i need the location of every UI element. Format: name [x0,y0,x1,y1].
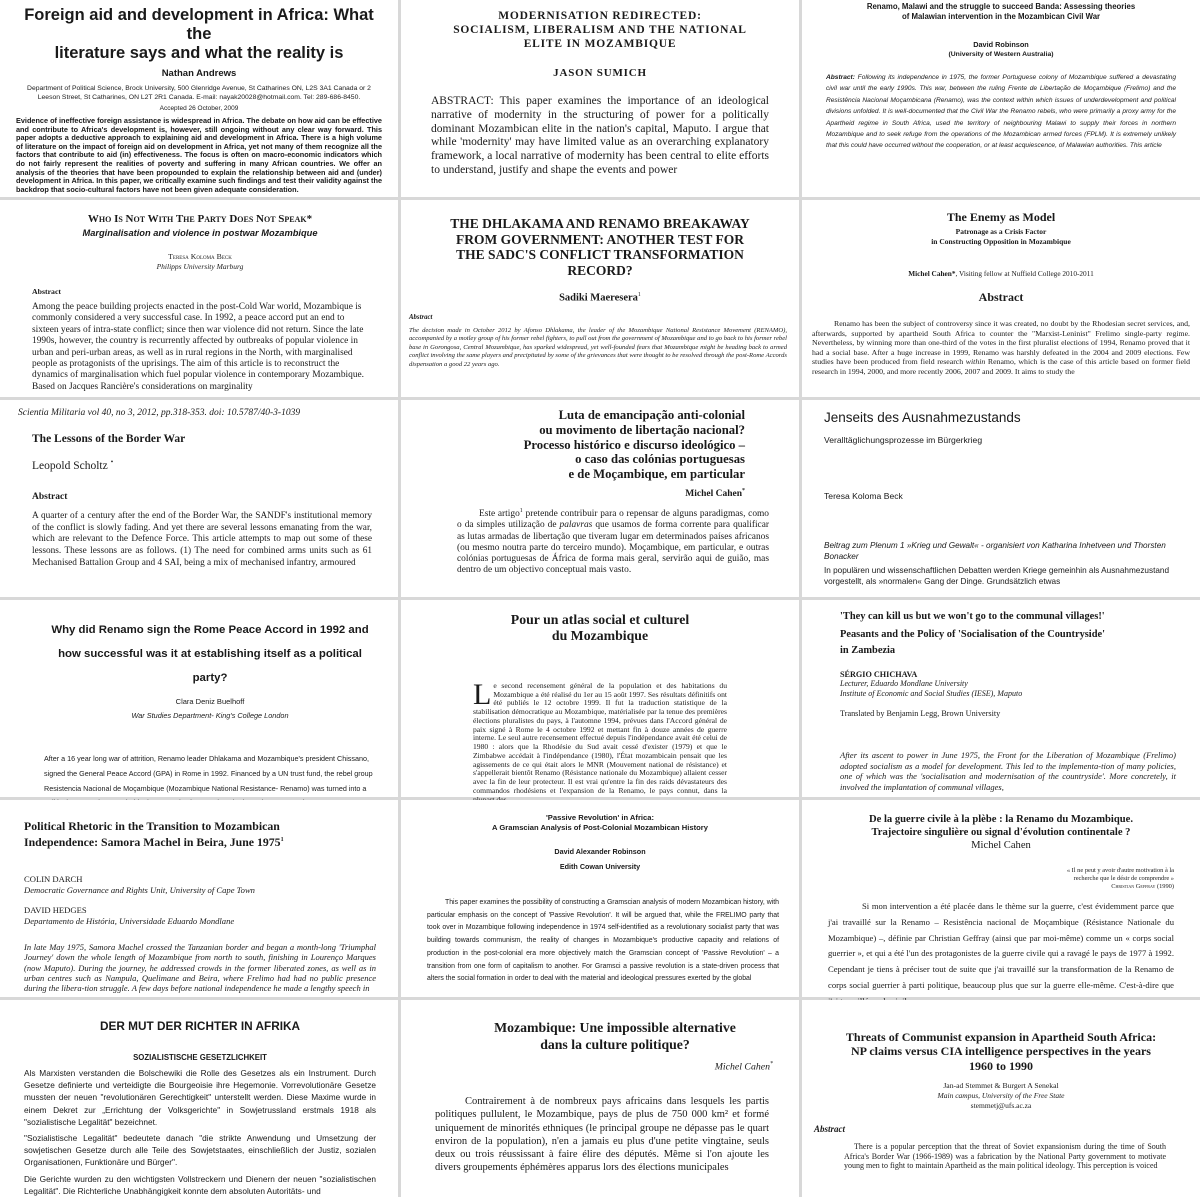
paper-tile-dhlakama-renamo[interactable] [401,200,799,397]
paper-title [431,9,769,51]
paper-author [457,1061,773,1072]
paper-title: DER MUT DER RICHTER IN AFRIKA [99,1019,301,1033]
paper-subtitle-line: Peasants and the Policy of 'Socialisation of the Countryside' [840,629,1105,640]
paper-tile-modernisation-redirected[interactable] [401,0,799,197]
paper-translator: Translated by Benjamin Legg, Brown University [840,709,1001,719]
body-text: Este artigo [479,509,520,520]
paper-note: Beitrag zum Plenum 1 »Krieg und Gewalt« - organisiert von Katharina Inhetveen und Thorsten Bonacker [824,541,1166,561]
paper-abstract [826,72,1176,152]
paper-epigraph [828,867,1174,891]
paper-title [828,813,1174,839]
paper-title-line: Why did Renamo sign the Rome Peace Accord in 1992 and [51,624,369,636]
paper-title [836,1030,1166,1073]
paper-body: Contrairement à de nombreux pays africains dans lesquels les partis politiques pullulent, le Mozambique, pays de plus de 750 000 km² et formé uniquement de minorités ethniques (le principal groupe ne dépasse pas le quart environ de la population), n'en a jamais eu plus d'une petite vingtaine, seuls deux ou trois réussissant à faire élire des députés. Même si l'on ajoute les divers groupements éphémères apparus lors des élections municipales [435,1096,769,1174]
paper-tile-political-rhetoric[interactable] [0,800,398,997]
author-name: Sadiki Maeresera [559,292,638,304]
paper-title-line: NP claims versus CIA intelligence perspectives in the years [851,1044,1151,1059]
paper-title-line: De la guerre civile à la plèbe : la Renamo du Mozambique. [868,814,1134,825]
paper-title-line: 'Passive Revolution' in Africa: [546,813,654,822]
paper-title [46,618,374,690]
paper-tile-jenseits[interactable] [802,400,1200,597]
paper-subtitle-line: in Zambezia [840,644,896,656]
paper-abstract: After its ascent to power in June 1975, the Front for the Liberation of Mozambique (Frelimo) adopted socialism as a model for development. This led to the implementa-tion of many policies, one of which was the 'socialisation and modernisation of the countryside'. More concretely, it involved the implantation of communal villages, [840,750,1176,792]
paper-title-line: du Mozambique [551,628,649,644]
paper-tile-renamo-malawi[interactable] [802,0,1200,197]
paper-title-line: A Gramscian Analysis of Post-Colonial Mozambican History [492,823,708,832]
author-name: Leopold Scholtz [32,459,108,472]
body-text: pretende contribuir para o repensar de alguns paradigmas, como o da simples utilização de [457,509,769,531]
paper-title [16,6,382,63]
abstract-label: Abstract [32,491,68,502]
paper-tile-atlas-social[interactable] [401,600,799,797]
paper-author: Nathan Andrews [161,68,237,79]
paper-title [431,408,769,482]
paper-author [433,292,767,304]
paper-title-line: e de Moçambique, em particular [568,467,745,482]
paper-affiliation-line: Institute of Economic and Social Studies (IESE), Maputo [840,689,1023,699]
paper-title: The Enemy as Model [946,210,1056,224]
paper-tile-lessons-border-war[interactable] [0,400,398,597]
paper-tile-mozambique-impossible-alternative[interactable] [401,1000,799,1197]
dropcap: L [473,677,492,711]
paper-author: Clara Deniz Buelhoff [175,697,245,706]
body-footnote-mark: 1 [519,508,523,515]
paper-abstract: Evidence of ineffective foreign assistance is widespread in Africa. The debate on how aid can be effective and contribute to Africa's development is, however, still ongoing without any clear way forward. This paper adopts a deductive approach to explaining aid and development in Africa. There is a high volume of literature on the impact of foreign aid on development in Africa, yet not many of them recognize all the factors that contribute to aid (in) effectiveness. The focus is often on macro-economic indicators which do not fairly represent the realities of poverty and suffering in many African countries. We offer an analysis of the theories that have been propounded to explain the relationship between aid and (under) development in Africa. In this paper, we critically examine such findings and test their validity against the backdrop that socio-cultural factors have not been given adequate consideration. [16,116,382,194]
paper-author: Teresa Koloma Beck [824,491,903,501]
paper-author: Michel Cahen [971,840,1031,851]
paper-title [433,216,767,278]
paper-body: This paper examines the possibility of constructing a Gramscian analysis of modern Mozambican history, with particular emphasis on the concept of 'Passive Revolution'. It will be argued that, while the FRELIMO party that took over in Mozambique following independence in 1974 self-identified as a revolutionary socialist party that was building towards communism, the reality of changes in Mozambique's productive capacity and relations of production in the post-colonial era more objectively match the Gramscian concept of 'Passive Revolution' – a transition from one form of capitalism to another. For Gramsci a passive revolution is a state-driven process that alters the social formation in order to deal with the material and ideological pressures exerted by the global [427,899,779,983]
abstract-text: Following its independence in 1975, the former Portuguese colony of Mozambique suffered a devastating civil war until the early 1990s. This war, between the ruling Frente de Libertação de Moçambique (Frelimo) and the Resistência Nacional Moçambicana (Renamo), was the context within which issues of underdevelopment and political divisions unfolded. It is well-documented that the Civil War the Renamo rebels, who were primarily a proxy army for the Apartheid regime in South Africa, used the territory of neighbouring Malawi to supply their forces in northern Mozambique and to seek refuge from the operations of the Mozambican armed forces (FPLM). It is extremely unlikely that this could have occurred without the cooperation, or at least acquiescence, of Malawian authorities. This article [826,74,1176,150]
paper-subtitle: Marginalisation and violence in postwar Mozambique [82,228,318,238]
paper-paragraph-1: Als Marxisten verstanden die Bolschewiki die Rolle des Gesetzes als ein Instrument. Durch Gesetze definierte und verteidigte die Bourgeoisie ihre Hegemonie. Vorrevolutionäre Gesetze mussten der neuen "revolutionären Gerechtigkeit" unterstellt werden. Diese Maxime wurde in einem Dekret zur „Errichtung der Volksgerichte" in Sowjetrussland erstmals 1918 als "sozialistische Legalität" bezeichnet. [24,1068,376,1127]
paper-author [834,269,1168,278]
paper-affiliation: Edith Cowan University [559,862,641,871]
paper-title-line: Threats of Communist expansion in Apartheid South Africa: [845,1030,1157,1044]
paper-author-1: COLIN DARCH [24,873,83,884]
paper-title-line: Luta de emancipação anti-colonial [558,408,745,422]
body-emphasis: palavras [559,520,593,531]
abstract-text: Renamo has been the subject of controversy since it was created, no doubt by the Rhodesian secret services, and, afterwards, supported by apartheid South Africa to counter the "Marxist-Leninist" Frelimo single-party regime. Nevertheless, by winning more than one-third of the votes in the first pluralist elections of 1994, Renamo proved that it had a social base. After a huge increase in 1999, Renamo was harshly defeated in the 2004 and 2009 elections. Few studies have been produced from field research [812,319,1190,367]
paper-tile-communal-villages[interactable] [802,600,1200,797]
paper-title-line: how successful was it at establishing itself as a political [58,648,362,660]
paper-title: Who Is Not With The Party Does Not Speak* [87,213,313,225]
paper-author: Teresa Koloma Beck [168,252,232,261]
author-name: Michel Cahen [685,489,742,500]
paper-email: stemmetj@ufs.ac.za [970,1101,1032,1111]
paper-tile-foreign-aid[interactable] [0,0,398,197]
paper-subtitle-line: Patronage as a Crisis Factor [955,227,1047,236]
abstract-label: Abstract: [826,74,855,81]
paper-title-line: RECORD? [567,262,633,278]
paper-title [457,1019,773,1053]
author-name: Michel Cahen [714,1061,770,1073]
paper-tile-passive-revolution[interactable] [401,800,799,997]
body-text: e second recensement général de la population et des habitations du Mozambique a été réalisé du 1er au 15 août 1997. Ses résultats définitifs ont été publiés le 12 octobre 1999. Il fut la traduction statistique de la stabilisation démocratique au Mozambique, matérialisée par la tenue des premières élections pluralistes du pays, à l'automne 1994, prévues dans l'Accord général de paix signé à Rome le 4 octobre 1992 et mettant fin à douze années de guerre interne. Le seul autre recensement effectué depuis l'indépendance avait été celui de 1980 : alors que la Rhodésie du Sud avait cessé d'exister (1979) et que le Zimbabwe accédait à l'indépendance (1980), l'État mozambicain pensait que les agissements de ce qui était alors le MNR (Mouvement national de résistance) et s'appellerait bientôt Renamo (Résistance nationale du Mozambique) allaient cesser avec la fin de leur protecteur. Il est vrai qu'entre la fin des raids dévastateurs des commandos rhodésiens et l'expansion de la Renamo, le pays connut, dans la [473,680,727,795]
paper-title-line: o caso das colónias portuguesas [575,452,745,467]
paper-affiliation-line: Lecturer, Eduardo Mondlane University [840,679,968,689]
paper-author: David Robinson [973,40,1029,49]
body-text: que usamos de forma corrente para qualificar as lutas armadas de libertação que tiveram lugar em determinados países africanos (ou mesmo noutra parte do terceiro mundo). Moçambique, em particular, e outras colónias portuguesas de África de forma mais geral, servirão aqui de guião, mas dentro de um objectivo conceptual mais vasto. [457,520,769,576]
paper-abstract: Among the peace building projects enacted in the post-Cold War world, Mozambique is commonly considered a very successful case. In 1992, a peace accord put an end to sixteen years of intra-state conflict; since then war violence did not return. Since the late 1990s, however, the country is recurrently affected by outbreaks of popular violence in urban and peri-urban areas, as well as in rural regions in the North, with marginalised people as protagonists of the uprisings. The aim of this article is to reconstruct the dynamics of marginalisation which fuel popular violence in contemporary Mozambique. Based on Jacques Rancière's considerations on marginality [32,302,365,392]
paper-abstract: There is a popular perception that the threat of Soviet expansionism during the time of South Africa's Border War (1966-1989) was a fabrication by the National Party government to motivate young men to fight to maintain Apartheid as the main political ideology. This perception is voiced [844,1142,1166,1171]
paper-title-line: Pour un atlas social et culturel [510,612,690,627]
paper-affiliation-1: Democratic Governance and Rights Unit, University of Cape Town [24,884,255,895]
epigraph-source: Christian Geffray (1990) [1111,883,1174,890]
paper-abstract: In late May 1975, Samora Machel crossed the Tanzanian border and began a month-long 'Triumphal Journey' down the whole length of Mozambique from north to south, finishing in Lourenço Marques (now Maputo). During the journey, he addressed crowds in the former liberated zones, as well as in urban centres such as Nampula, Quelimane and Beira, where Frelimo had had no public presence during the libera-tion struggle. A few days before national independence he made a lengthy speech in [24,941,376,994]
paper-tile-luta-de-emancipacao[interactable] [401,400,799,597]
paper-paragraph-2: "Sozialistische Legalität" bedeutete danach "die strikte Anwendung und Umsetzung der sowjetischen Gesetze durch alle Teile des Sowjetstaates, einschließlich der Justiz, sozialen Organisationen, Funktionäre und Bürger". [24,1133,376,1168]
author-note: , Visiting fellow at Nuffield College 2010-2011 [955,269,1094,278]
abstract-label: Abstract [409,313,433,321]
paper-abstract: ABSTRACT: This paper examines the importance of an ideological narrative of modernity in the structuring of power for a politically dominant Mozambican elite in the nation's capital, Maputo. I argue that while 'modernity' may have limited value as an overarching explanatory framework, a local narrative of modernity has been central to elite efforts to understand, justify and shape the events and power [431,95,769,176]
paper-title-line: Renamo, Malawi and the struggle to succeed Banda: Assessing theories [866,2,1136,11]
paper-title-line: Processo histórico e discurso ideológico – [523,437,745,452]
paper-tile-enemy-as-model[interactable] [802,200,1200,397]
paper-subtitle: Veralltäglichungsprozesse im Bürgerkrieg [824,435,983,445]
abstract-label: Abstract [814,1124,846,1135]
paper-affiliation-2: Departamento de História, Universidade Eduardo Mondlane [24,915,235,926]
paper-title-line: Trajectoire singulière ou signal d'évolution continentale ? [871,827,1131,838]
paper-title-line: THE SADC'S CONFLICT TRANSFORMATION [456,247,744,263]
paper-title [826,2,1176,22]
paper-tile-guerre-civile-plebe[interactable] [802,800,1200,997]
paper-author: JASON SUMICH [553,67,647,79]
paper-title-line: THE DHLAKAMA AND RENAMO BREAKAWAY [450,216,750,231]
paper-paragraph-3: Die Gerichte wurden zu den wichtigsten Vollstreckern und Dienern der neuen "sozialistischen Legalität". Die Richterliche Unabhängigkeit konnte dem absoluten Autoritäts- und [24,1173,376,1196]
title-footnote-mark: 1 [280,837,284,844]
paper-title-line: of Malawian intervention in the Mozambican Civil War [901,12,1101,21]
abstract-text: Renamo, which is the case of this article based on former field research in 1994, 2000, and more recently 2006, 2007 and 2009. It aims to study the [812,357,1190,376]
paper-title: Jenseits des Ausnahmezustands [824,410,1021,425]
paper-title-line: Mozambique: Une impossible alternative [494,1020,736,1035]
paper-author: David Alexander Robinson [554,847,646,856]
epigraph-line: « Il ne peut y avoir d'autre motivation à la [1066,867,1174,874]
paper-body: In populären und wissenschaftlichen Debatten werden Kriege gemeinhin als Ausnahmezustand vorgestellt, als »normalen« Gang der Dinge. Grundsätzlich etwas [824,566,1170,586]
paper-tile-rome-peace-accord[interactable] [0,600,398,797]
paper-title-line: Foreign aid and development in Africa: What the [24,6,374,43]
paper-title-line: FROM GOVERNMENT: ANOTHER TEST FOR [455,231,745,247]
paper-title: 'They can kill us but we won't go to the communal villages!' [840,611,1105,622]
paper-subtitle [840,627,1176,658]
paper-title-line: ELITE IN MOZAMBIQUE [523,38,677,50]
paper-title-line: MODERNISATION REDIRECTED: [498,10,702,22]
author-footnote-mark: 1 [637,292,641,299]
paper-affiliation [840,679,1176,699]
paper-body: Si mon intervention a été placée dans le thème sur la guerre, c'est évidemment parce que j'ai travaillé sur la Renamo – Resistência nacional de Moçambique (Résistance Nationale du Mozambique) –, définie par Christian Geffray (ainsi que par moi-même) comme un « corps social guerrier », et qui a été l'un des protagonistes de la guerre civile qui a ravagé le pays de 1977 à 1992. Cependant je tiens à préciser tout de suite que j'ai travaillé sur la transformation de la Renamo de corps social guerrier à parti politique, beaucoup plus que sur la guerre elle-même. C'est-à-dire que [828,901,1174,990]
paper-title-line: Independence: Samora Machel in Beira, June 1975 [24,835,281,850]
paper-title-line: 1960 to 1990 [969,1058,1033,1073]
paper-body [457,506,769,576]
paper-tile-communist-expansion[interactable] [802,1000,1200,1197]
paper-abstract: A quarter of a century after the end of the Border War, the SANDF's institutional memory of the conflict is slowly fading. And yet there are several lessons emanating from the war, which are relevant to the Defence Force. This article attempts to map out some of these lessons. These lessons are as follows. (1) The need for combined arms units such as 61 Mechanised Battalion Group and 4 SAI, being a mix of mechanised infantry, armoured [32,510,372,568]
paper-accepted-date: Accepted 26 October, 2009 [159,105,239,112]
paper-affiliation: Department of Political Science, Brock University, 500 Glenridge Avenue, St Catharines ON, L2S 3A1 Canada or 2 Leeson Street, St Catharines, ON L2T 2R1 Canada. E-mail: nayak20028@hotmail.com. Tel: 289-686-8450. [27,85,371,101]
abstract-emphasis: within [965,357,986,367]
paper-affiliation: Main campus, University of the Free State [937,1091,1065,1101]
paper-title-line: literature says and what the reality is [54,44,344,62]
paper-title [473,612,727,645]
paper-abstract: The decision made in October 2012 by Afonso Dhlakama, the leader of the Mozambique National Resistance Movement (RENAMO), accompanied by a motley group of his former rebel fighters, to pull out from the government of Mozambique and to go back to his former rebel base in Gorongosa, Central Mozambique, has sparked widespread, yet well-founded fears that Mozambique might be heading back to armed conflict involving the same players and precipitated by some of the grievances that were thought to be resolved through the post-Rome Accords dispensation a good 22 years ago. [409,326,787,368]
paper-affiliation: War Studies Department- King's College London [131,711,289,720]
paper-tile-mut-der-richter[interactable] [0,1000,398,1197]
paper-title [429,813,771,833]
paper-title-line: ou movimento de libertação nacional? [539,422,745,437]
paper-body: After a 16 year long war of attrition, Renamo leader Dhlakama and Mozambique's president Chissano, signed the General Peace Accord (GPA) in Rome in 1992. Financed by a UN trust fund, the rebel group Resistencia Nacional de Moçambique (Mozambique National Resistance- Renamo) was turned into a [44,754,373,793]
author-footnote-mark: * [742,487,745,494]
paper-abstract [812,319,1190,377]
paper-subtitle-line: in Constructing Opposition in Mozambique [931,237,1071,246]
paper-title [24,819,376,850]
paper-title-line: Political Rhetoric in the Transition to Mozambican [24,819,280,833]
paper-title-line: dans la culture politique? [540,1037,690,1052]
paper-title-line: party? [192,672,228,684]
paper-author [431,488,769,499]
abstract-label: Abstract [32,287,62,296]
paper-affiliation: Philipps University Marburg [156,262,244,271]
author-name: Michel Cahen* [908,269,956,278]
paper-body [473,677,727,805]
paper-title-line: SOCIALISM, LIBERALISM AND THE NATIONAL [453,24,747,36]
paper-author: Jan-ad Stemmet & Burgert A Senekal [943,1081,1059,1091]
epigraph-line: recherche que le désir de comprendre » [1073,875,1174,882]
author-footnote-mark: • [110,458,114,466]
paper-subtitle [834,227,1168,247]
section-heading: SOZIALISTISCHE GESETZLICHKEIT [133,1053,267,1062]
abstract-label: Abstract [978,290,1024,304]
paper-author [32,458,358,472]
author-footnote-mark: * [770,1061,773,1067]
paper-tile-party-does-not-speak[interactable] [0,200,398,397]
journal-citation: Scientia Militaria vol 40, no 3, 2012, pp.318-353. doi: 10.5787/40-3-1039 [18,408,301,418]
paper-title: The Lessons of the Border War [32,433,186,445]
paper-author-2: DAVID HEDGES [24,904,87,915]
paper-affiliation: (University of Western Australia) [948,51,1054,58]
paper-author: SÉRGIO CHICHAVA [840,670,918,680]
